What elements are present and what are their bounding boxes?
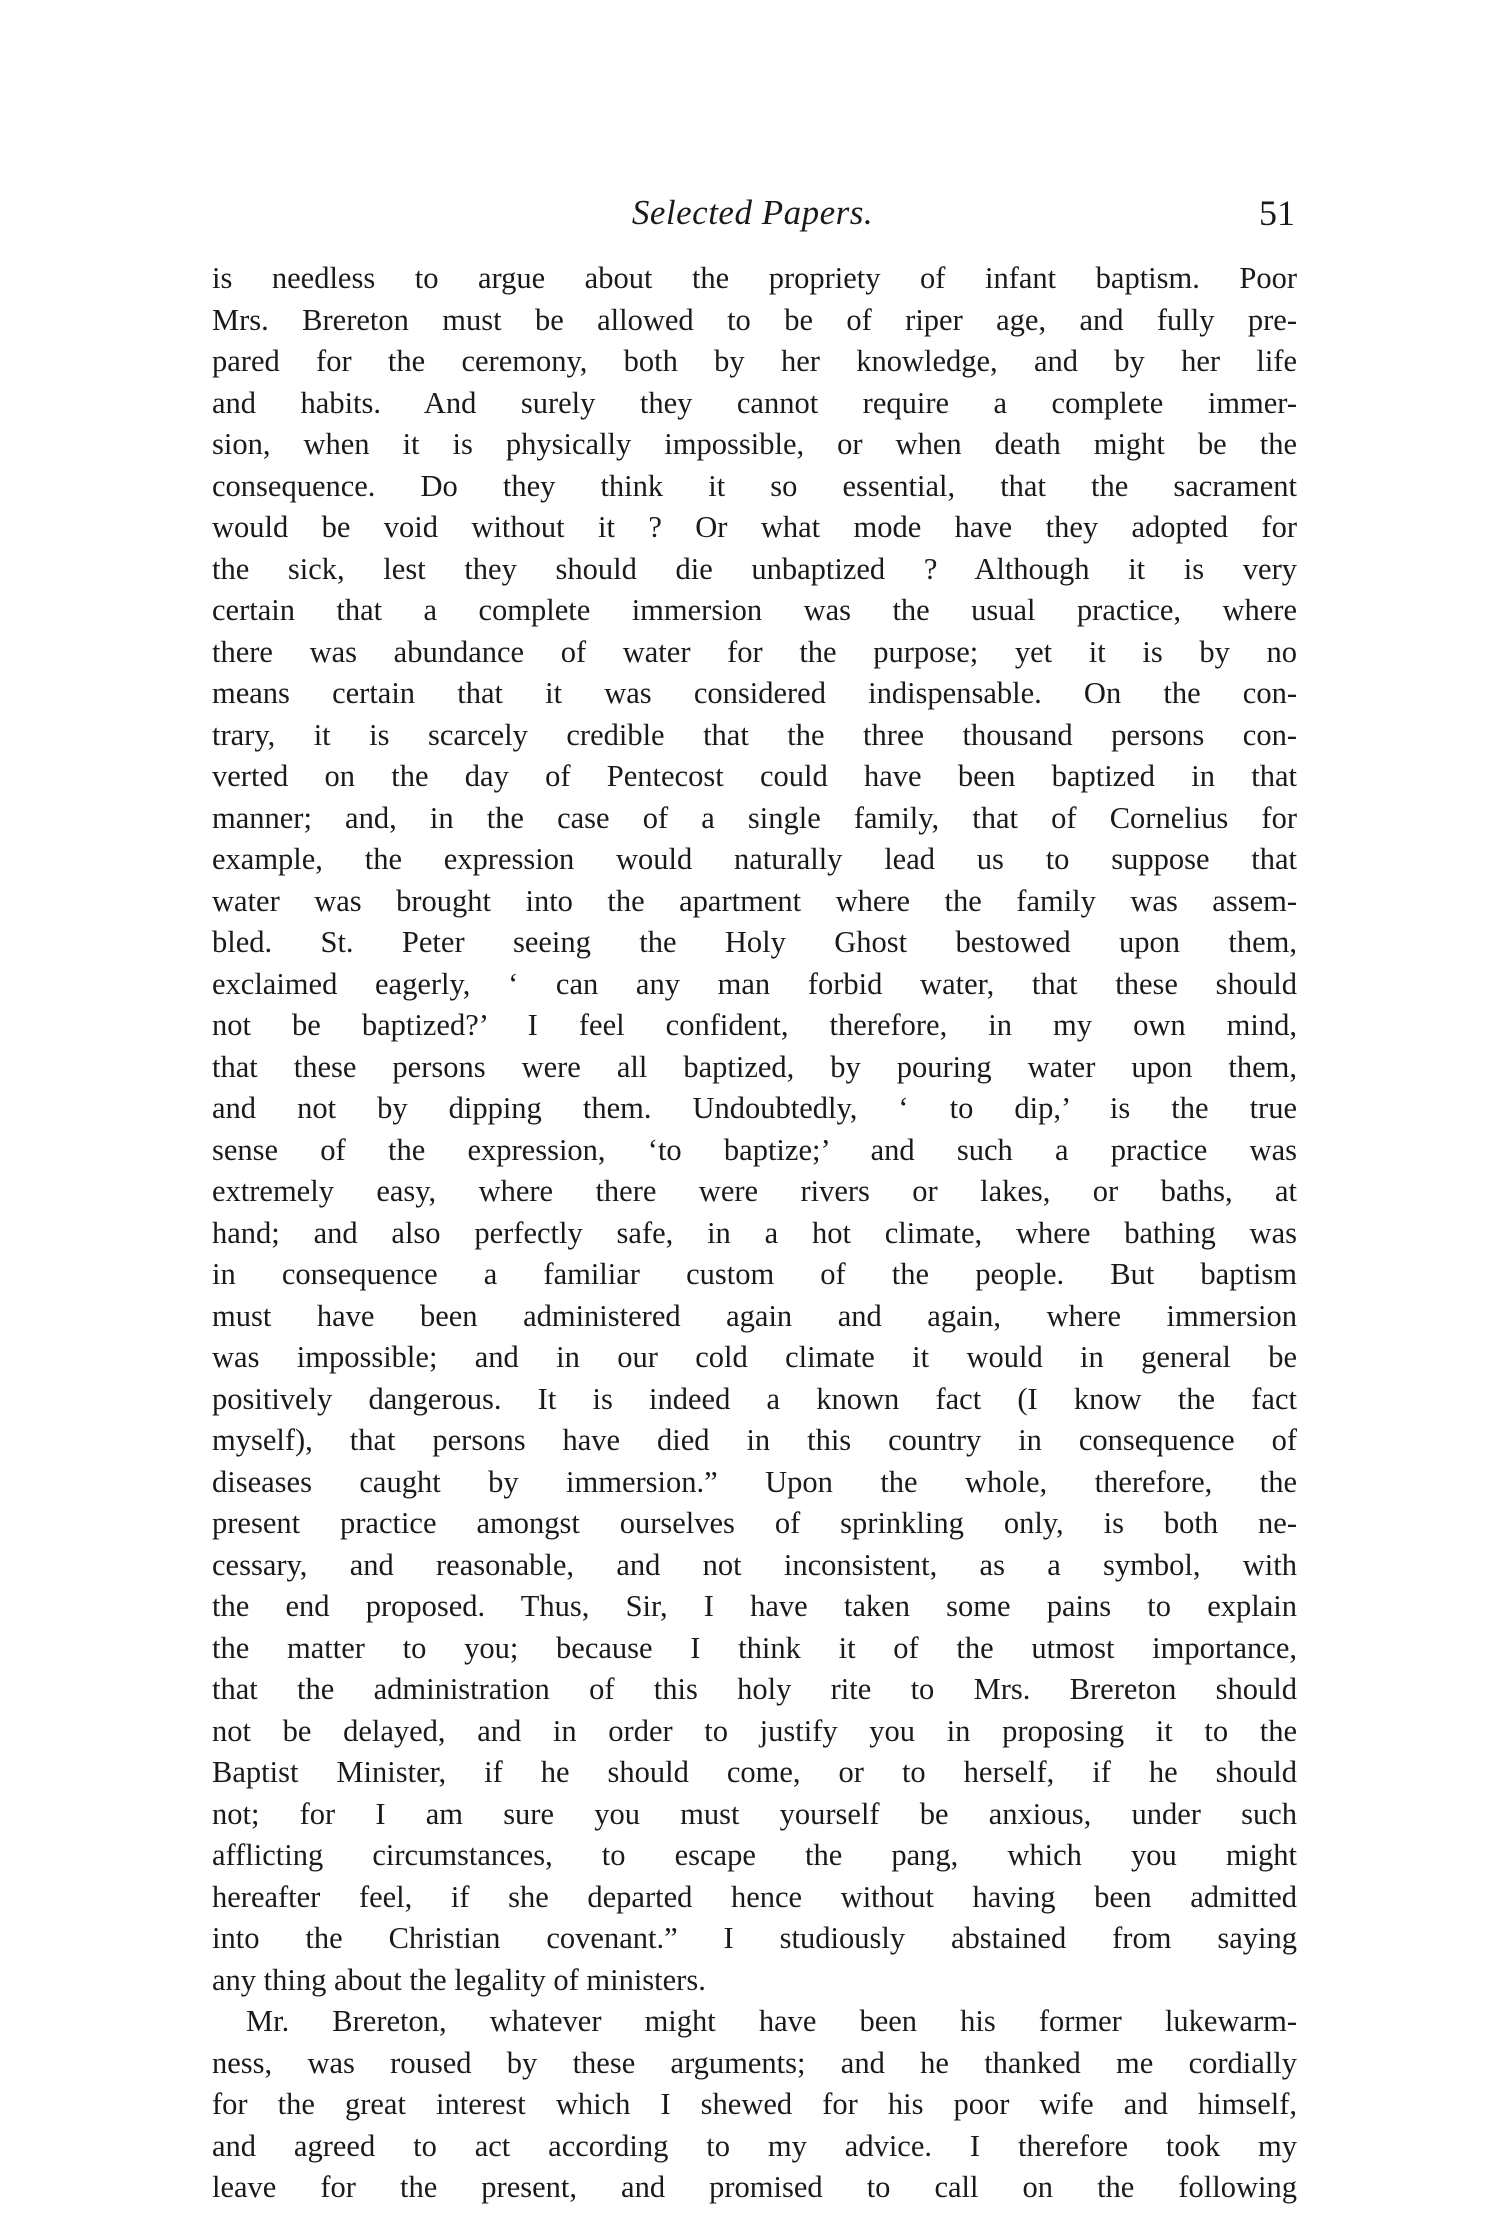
text-line: water was brought into the apartment where the family was assem- [212,883,1297,918]
text-line: Mrs. Brereton must be allowed to be of riper age, and fully pre- [212,302,1297,337]
running-title: Selected Papers. [631,193,874,232]
text-line: that these persons were all baptized, by pouring water upon them, [212,1049,1297,1084]
text-line: and not by dipping them. Undoubtedly, ‘ to dip,’ is the true [212,1091,1297,1125]
running-head [210,188,1295,238]
paragraph-start-line: Mr. Brereton, whatever might have been his former lukewarm- [246,2004,1297,2038]
text-line: example, the expression would naturally lead us to suppose that [212,842,1297,876]
text-line: not be baptized?’ I feel confident, therefore, in my own mind, [212,1008,1297,1042]
text-line: and agreed to act according to my advice. I therefore took my [212,2128,1297,2163]
text-line: pared for the ceremony, both by her knowledge, and by her life [212,344,1297,378]
text-line: was impossible; and in our cold climate it would in general be [212,1340,1297,1374]
text-line: and habits. And surely they cannot require a complete immer- [212,385,1297,420]
text-line: sense of the expression, ‘to baptize;’ and such a practice was [212,1132,1297,1167]
text-line: exclaimed eagerly, ‘ can any man forbid water, that these should [212,966,1297,1001]
text-line: would be void without it ? Or what mode have they adopted for [212,510,1297,544]
text-line: is needless to argue about the propriety of infant baptism. Poor [212,261,1297,295]
text-line: means certain that it was considered indispensable. On the con- [212,676,1297,710]
text-line: consequence. Do they think it so essential, that the sacrament [212,468,1297,503]
text-line: not; for I am sure you must yourself be anxious, under such [212,1796,1297,1831]
text-line: cessary, and reasonable, and not inconsistent, as a symbol, with [212,1547,1297,1582]
text-line: positively dangerous. It is indeed a known fact (I know the fact [212,1381,1297,1416]
text-line: bled. St. Peter seeing the Holy Ghost bestowed upon them, [212,925,1297,959]
text-line: there was abundance of water for the purpose; yet it is by no [212,634,1297,669]
text-line: Baptist Minister, if he should come, or to herself, if he should [212,1755,1297,1789]
text-line: not be delayed, and in order to justify you in proposing it to the [212,1713,1297,1748]
text-line: manner; and, in the case of a single family, that of Cornelius for [212,800,1297,835]
text-line: diseases caught by immersion.” Upon the whole, therefore, the [212,1464,1297,1499]
text-line: in consequence a familiar custom of the people. But baptism [212,1257,1297,1291]
text-line: into the Christian covenant.” I studiously abstained from saying [212,1921,1297,1955]
text-line: hand; and also perfectly safe, in a hot climate, where bathing was [212,1215,1297,1250]
text-line: leave for the present, and promised to call on the following [212,2170,1297,2204]
text-line: must have been administered again and again, where immersion [212,1298,1297,1333]
text-line: afflicting circumstances, to escape the pang, which you might [212,1838,1297,1872]
text-line: present practice amongst ourselves of sprinkling only, is both ne- [212,1506,1297,1540]
text-line: extremely easy, where there were rivers or lakes, or baths, at [212,1174,1297,1208]
text-line: the matter to you; because I think it of the utmost importance, [212,1630,1297,1665]
text-line: for the great interest which I shewed for his poor wife and himself, [212,2087,1297,2121]
body-text [212,258,1297,2209]
text-line: certain that a complete immersion was the usual practice, where [212,593,1297,627]
text-line: verted on the day of Pentecost could have been baptized in that [212,759,1297,793]
text-line: the end proposed. Thus, Sir, I have taken some pains to explain [212,1589,1297,1623]
text-line: the sick, lest they should die unbaptized ? Although it is very [212,551,1297,586]
text-line: sion, when it is physically impossible, or when death might be the [212,427,1297,461]
text-line: myself), that persons have died in this country in consequence of [212,1423,1297,1457]
text-line: that the administration of this holy rite to Mrs. Brereton should [212,1672,1297,1706]
text-line: trary, it is scarcely credible that the three thousand persons con- [212,717,1297,752]
text-line: ness, was roused by these arguments; and he thanked me cordially [212,2045,1297,2080]
text-line: hereafter feel, if she departed hence without having been admitted [212,1879,1297,1914]
paragraph-end-line: any thing about the legality of ministers. [212,1962,706,1997]
page-number: 51 [1259,193,1295,233]
